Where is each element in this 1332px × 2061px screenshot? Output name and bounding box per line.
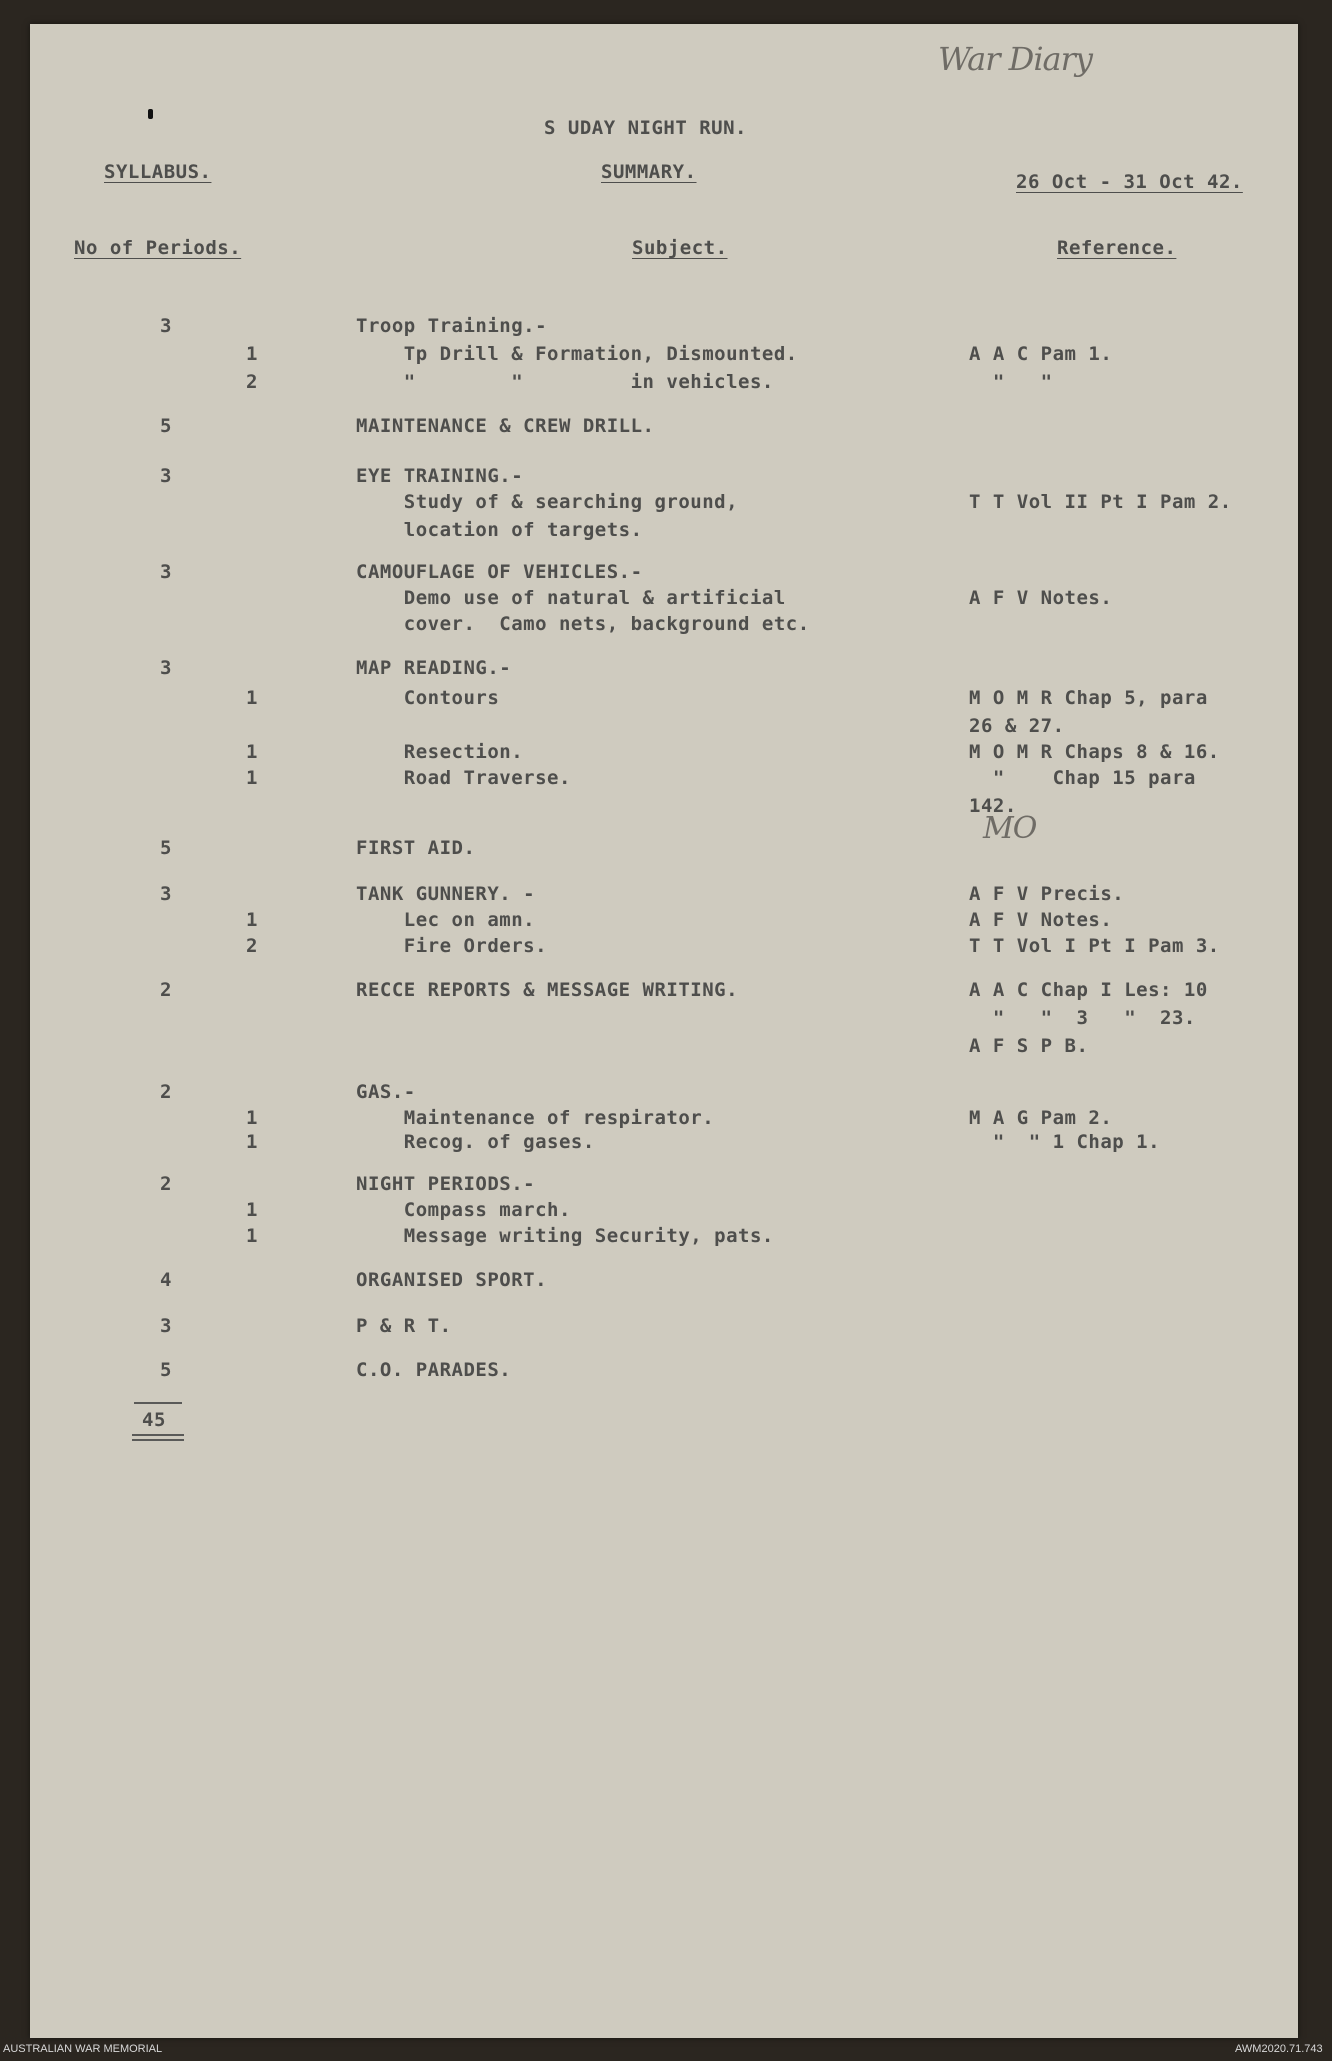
subject-cell: Resection. — [356, 741, 524, 763]
reference-cell: A F V Precis. — [969, 883, 1125, 905]
reference-cell: 142. — [969, 795, 1017, 817]
subject-cell: Contours — [356, 687, 500, 709]
subject-cell: MAP READING.- — [356, 657, 512, 679]
subject-cell: Recog. of gases. — [356, 1131, 595, 1153]
total-periods: 45 — [142, 1409, 166, 1431]
subject-cell: RECCE REPORTS & MESSAGE WRITING. — [356, 979, 739, 1001]
subject-cell: location of targets. — [356, 519, 643, 541]
total-rule — [134, 1402, 182, 1404]
column-periods: No of Periods. — [74, 237, 242, 259]
punch-hole-mark — [148, 109, 153, 119]
column-subject: Subject. — [632, 237, 728, 259]
periods-cell: 5 — [160, 1359, 172, 1381]
reference-cell: T T Vol I Pt I Pam 3. — [969, 935, 1220, 957]
periods-cell: 5 — [160, 415, 172, 437]
subject-cell: Study of & searching ground, — [356, 491, 739, 513]
subject-cell: ORGANISED SPORT. — [356, 1269, 548, 1291]
reference-cell: A F V Notes. — [969, 587, 1113, 609]
subject-cell: Tp Drill & Formation, Dismounted. — [356, 343, 798, 365]
subject-cell: Compass march. — [356, 1199, 571, 1221]
periods-cell: 3 — [160, 883, 172, 905]
reference-cell: M O M R Chap 5, para — [969, 687, 1208, 709]
sub-periods-cell: 1 — [246, 687, 258, 709]
header-center: SUMMARY. — [601, 161, 697, 183]
subject-cell: CAMOUFLAGE OF VEHICLES.- — [356, 561, 643, 583]
sub-periods-cell: 1 — [246, 741, 258, 763]
periods-cell: 2 — [160, 1173, 172, 1195]
subject-cell: " " in vehicles. — [356, 371, 774, 393]
subject-cell: Fire Orders. — [356, 935, 548, 957]
margin-note: MO — [983, 811, 1037, 846]
subject-cell: Maintenance of respirator. — [356, 1107, 715, 1129]
footer-right: AWM2020.71.743 — [1235, 2043, 1323, 2055]
total-double-rule-1 — [132, 1434, 184, 1436]
subject-cell: Lec on amn. — [356, 909, 536, 931]
periods-cell: 5 — [160, 837, 172, 859]
periods-cell: 2 — [160, 979, 172, 1001]
sub-periods-cell: 1 — [246, 343, 258, 365]
periods-cell: 3 — [160, 315, 172, 337]
sub-periods-cell: 1 — [246, 767, 258, 789]
subject-cell: C.O. PARADES. — [356, 1359, 512, 1381]
reference-cell: " " 1 Chap 1. — [969, 1131, 1161, 1153]
header-right: 26 Oct - 31 Oct 42. — [1016, 171, 1243, 193]
periods-cell: 3 — [160, 657, 172, 679]
header-left: SYLLABUS. — [104, 161, 212, 183]
sub-periods-cell: 1 — [246, 1199, 258, 1221]
sub-periods-cell: 2 — [246, 371, 258, 393]
reference-cell: A A C Pam 1. — [969, 343, 1113, 365]
handwritten-note: War Diary — [938, 40, 1092, 78]
subject-cell: NIGHT PERIODS.- — [356, 1173, 536, 1195]
reference-cell: " " 3 " 23. — [969, 1007, 1196, 1029]
footer-left: AUSTRALIAN WAR MEMORIAL — [3, 2043, 163, 2055]
reference-cell: A F S P B. — [969, 1035, 1089, 1057]
subject-cell: Demo use of natural & artificial — [356, 587, 786, 609]
subject-cell: cover. Camo nets, background etc. — [356, 613, 810, 635]
subject-cell: FIRST AID. — [356, 837, 476, 859]
reference-cell: M A G Pam 2. — [969, 1107, 1113, 1129]
subject-cell: GAS.- — [356, 1081, 416, 1103]
document-page — [30, 24, 1298, 2038]
subject-cell: Troop Training.- — [356, 315, 548, 337]
reference-cell: A F V Notes. — [969, 909, 1113, 931]
subject-cell: Road Traverse. — [356, 767, 571, 789]
subject-cell: EYE TRAINING.- — [356, 465, 524, 487]
reference-cell: A A C Chap I Les: 10 — [969, 979, 1208, 1001]
periods-cell: 3 — [160, 561, 172, 583]
total-double-rule-2 — [132, 1439, 184, 1441]
reference-cell: T T Vol II Pt I Pam 2. — [969, 491, 1232, 513]
reference-cell: " Chap 15 para — [969, 767, 1196, 789]
sub-periods-cell: 1 — [246, 909, 258, 931]
sub-periods-cell: 1 — [246, 1131, 258, 1153]
subject-cell: P & R T. — [356, 1315, 452, 1337]
subject-cell: Message writing Security, pats. — [356, 1225, 774, 1247]
reference-cell: M O M R Chaps 8 & 16. — [969, 741, 1220, 763]
subject-cell: TANK GUNNERY. - — [356, 883, 536, 905]
periods-cell: 3 — [160, 1315, 172, 1337]
reference-cell: " " — [969, 371, 1053, 393]
periods-cell: 2 — [160, 1081, 172, 1103]
sub-periods-cell: 1 — [246, 1225, 258, 1247]
document-title: S UDAY NIGHT RUN. — [544, 117, 747, 139]
sub-periods-cell: 1 — [246, 1107, 258, 1129]
subject-cell: MAINTENANCE & CREW DRILL. — [356, 415, 655, 437]
sub-periods-cell: 2 — [246, 935, 258, 957]
periods-cell: 3 — [160, 465, 172, 487]
column-reference: Reference. — [1057, 237, 1177, 259]
reference-cell: 26 & 27. — [969, 715, 1065, 737]
periods-cell: 4 — [160, 1269, 172, 1291]
